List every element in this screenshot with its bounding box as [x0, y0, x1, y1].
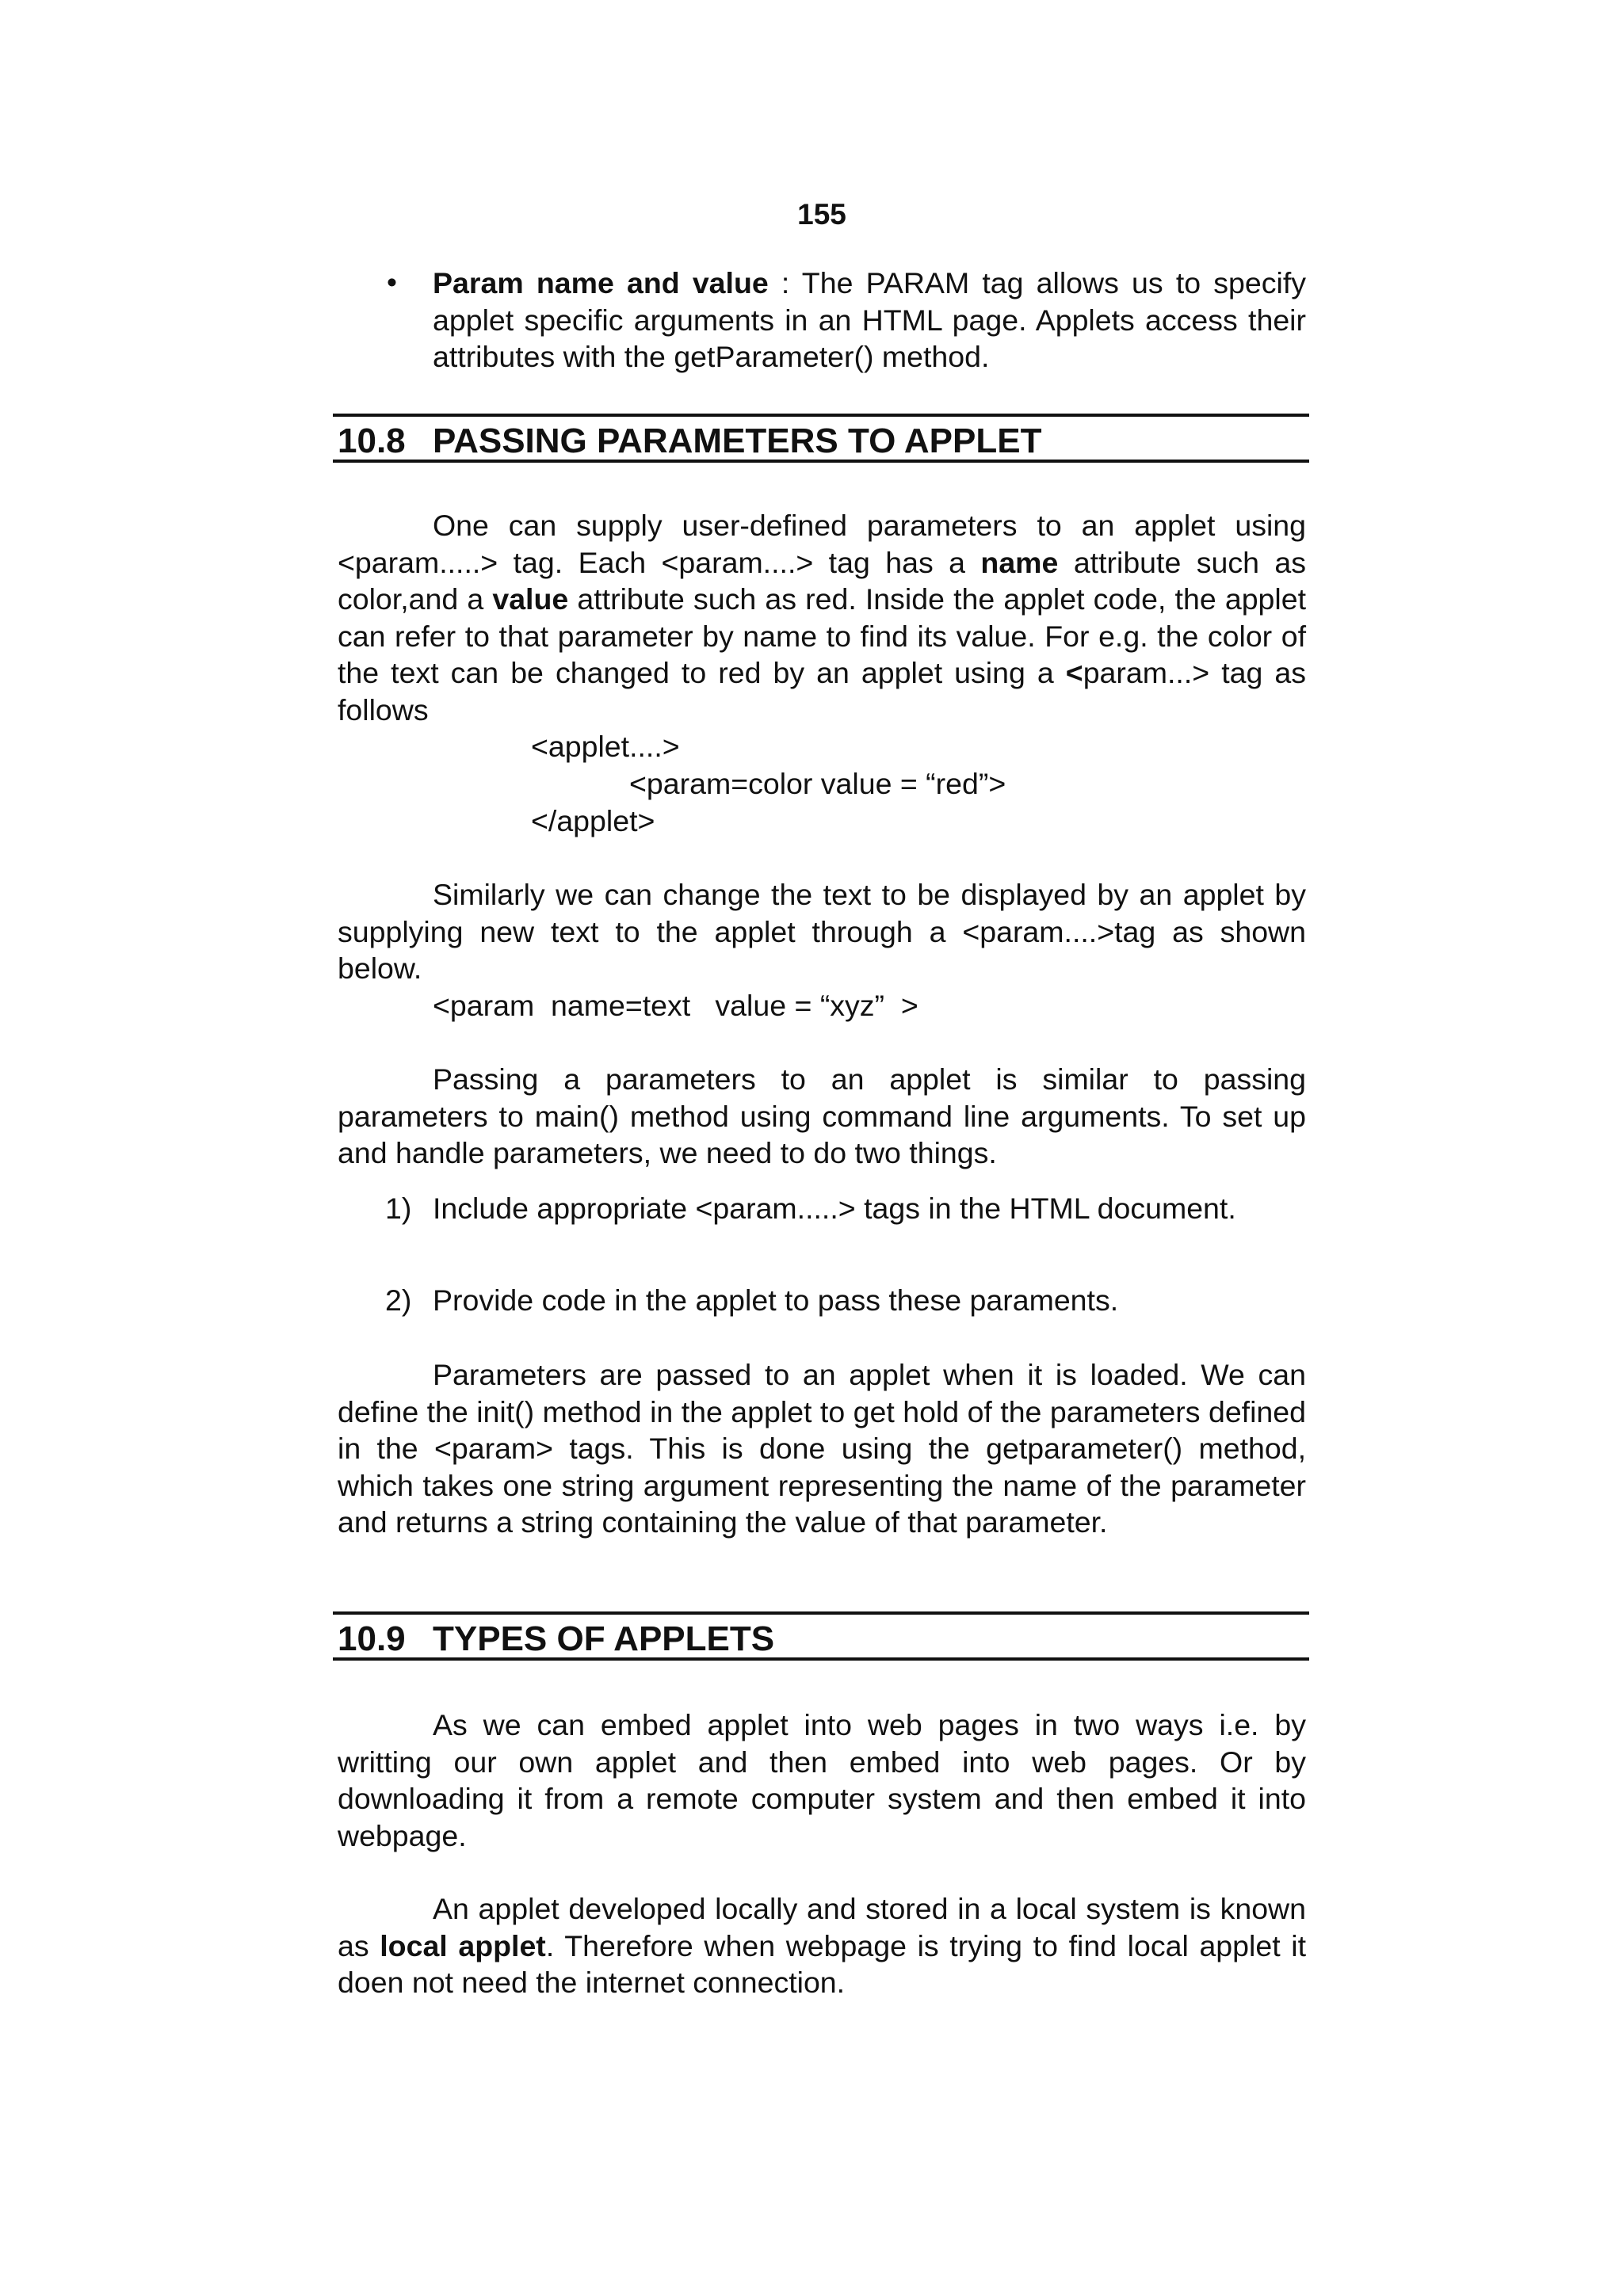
text-span: An applet developed locally and stored in a local system is known as — [338, 1892, 1306, 1962]
list-text: Provide code in the applet to pass these paraments. — [433, 1283, 1119, 1317]
section-title: PASSING PARAMETERS TO APPLET — [433, 421, 1042, 460]
bullet-text — [433, 265, 1306, 376]
text-span: attribute such as red. Inside the applet code, the applet can refer to that parameter by name to find its value. For e.g. the color of the text can be changed to red by an applet using a — [338, 582, 1307, 689]
bold-angle-bracket: < — [1065, 656, 1083, 689]
list-text: Include appropriate <param.....> tags in the HTML document. — [433, 1192, 1236, 1225]
text-span: One can supply user-defined parameters to an applet using <param.....> tag. Each <param....> tag has a — [338, 509, 1306, 579]
paragraph-passing-parameters: Passing a parameters to an applet is similar to passing parameters to main() method using command line arguments. To set up and handle parameters, we need to do two things. — [338, 1062, 1306, 1169]
bullet-icon: • — [387, 266, 397, 299]
paragraph-local-applet — [338, 1890, 1306, 2001]
section-number: 10.8 — [338, 421, 406, 460]
paragraph-supply-parameters — [338, 507, 1306, 728]
paragraph-similarly: Similarly we can change the text to be displayed by an applet by supplying new text to the applet through a <param....>tag as shown below. — [338, 878, 1306, 985]
bold-term-local-applet: local applet — [380, 1928, 546, 1962]
code-param-text: <param name=text value = “xyz” > — [433, 989, 918, 1022]
bullet-term: Param name and value — [433, 266, 769, 299]
list-number: 1) — [385, 1192, 412, 1225]
text-span: param...> tag as follows — [338, 656, 1307, 727]
code-applet-open: <applet....> — [531, 730, 680, 763]
bullet-param-name-value — [338, 265, 1306, 376]
code-applet-close: </applet> — [531, 804, 655, 837]
list-number: 2) — [385, 1283, 412, 1317]
text-span: . Therefore when webpage is trying to find local applet it doen not need the internet connection. — [338, 1928, 1307, 1999]
section-heading-10-8 — [333, 414, 1309, 463]
code-param-color: <param=color value = “red”> — [629, 767, 1006, 800]
bold-term-value: value — [492, 582, 569, 616]
paragraph-embed-applet: As we can embed applet into web pages in two ways i.e. by writting our own applet and then embed into web pages. Or by downloading it from a remote computer system and then embed it into webpage. — [338, 1708, 1306, 1852]
list-item — [338, 1282, 1306, 1319]
section-title: TYPES OF APPLETS — [433, 1619, 775, 1658]
list-item — [338, 1190, 1306, 1227]
bold-term-name: name — [980, 545, 1059, 579]
bullet-description: : The PARAM tag allows us to specify applet specific arguments in an HTML page. Applets access their attributes with the getParameter() method. — [433, 266, 1306, 373]
paragraph-parameters-passed: Parameters are passed to an applet when it is loaded. We can define the init() method in the applet to get hold of the parameters defined in the <param> tags. This is done using the getparameter() method, which takes one string argument representing the name of the parameter and returns a string containing the value of that parameter. — [338, 1358, 1306, 1539]
section-heading-10-9 — [333, 1611, 1309, 1661]
page-number: 155 — [797, 198, 846, 231]
section-number: 10.9 — [338, 1619, 406, 1658]
text-span: attribute such as color,and a — [338, 545, 1306, 616]
